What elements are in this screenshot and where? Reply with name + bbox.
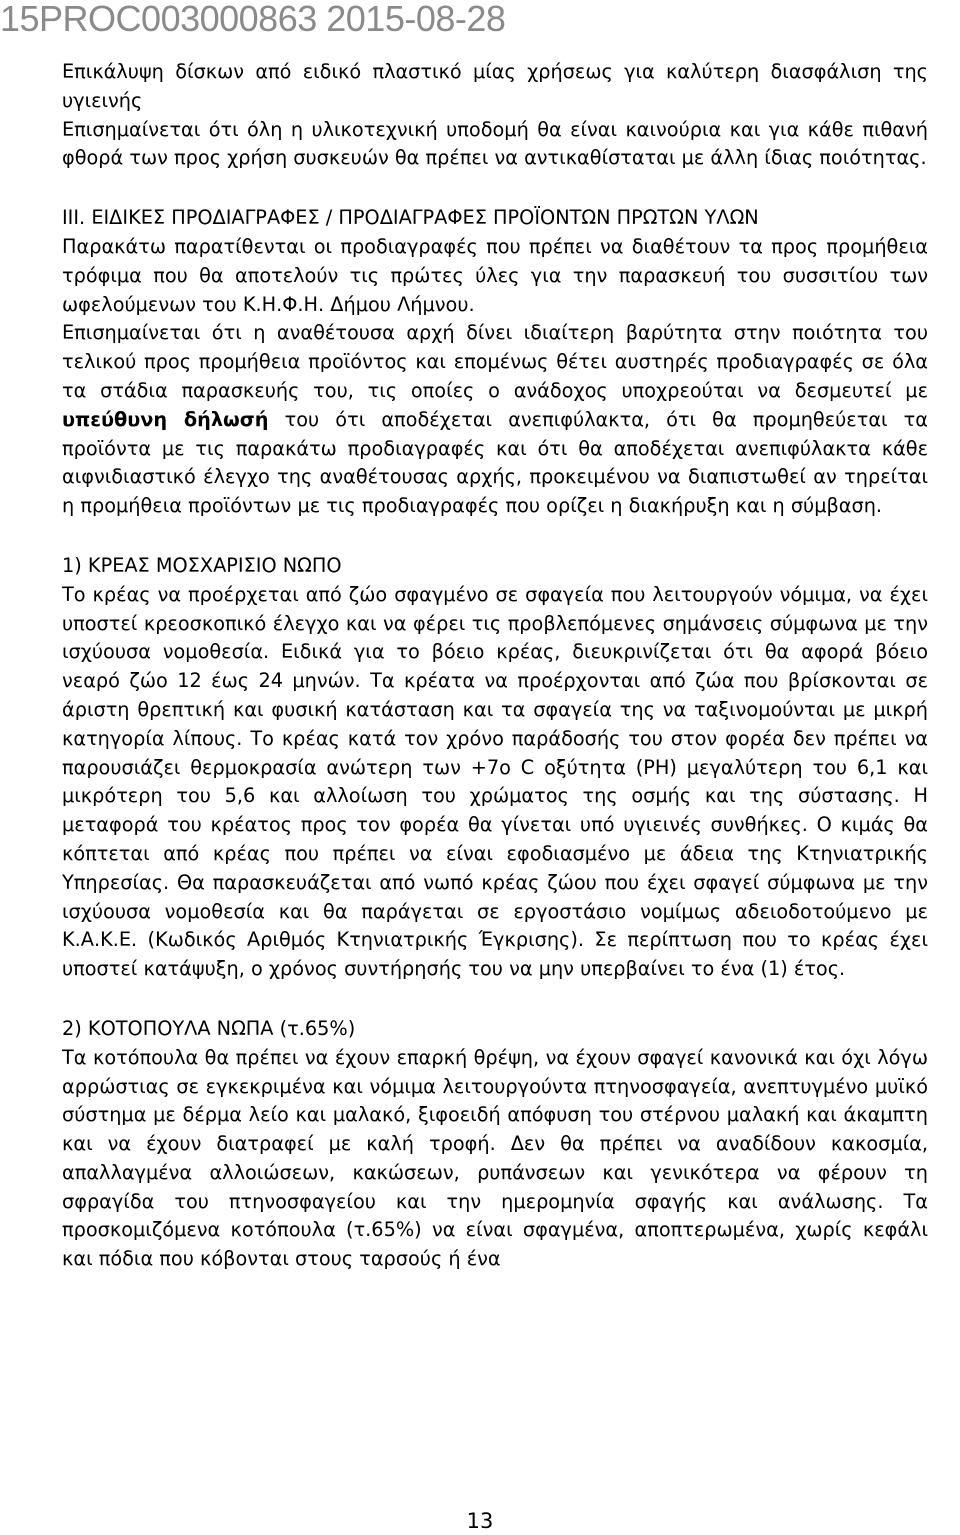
intro-paragraph-2: Επισημαίνεται ότι όλη η υλικοτεχνική υποδομή θα είναι καινούρια και για κάθε πιθανή φθορά των προς χρήση συσκευών θα πρέπει να αντικαθίσταται με άλλη ίδιας ποιότητας. — [62, 117, 928, 170]
intro-paragraph-1: Επικάλυψη δίσκων από ειδικό πλαστικό μίας χρήσεως για καλύτερη διασφάλιση της υγιεινής — [62, 60, 928, 112]
page-number: 13 — [466, 1509, 494, 1533]
item-1-title: 1) ΚΡΕΑΣ ΜΟΣΧΑΡΙΣΙΟ ΝΩΠΟ — [62, 553, 342, 577]
section-paragraph-2-start: Επισημαίνεται ότι η αναθέτουσα αρχή δίνει ιδιαίτερη βαρύτητα στην ποιότητα του τελικού προς προμήθεια προϊόντος και επομένως θέτει αυστηρές προδιαγραφές σε όλα τα στάδια παρασκευής του, τις οποίες ο ανάδοχος υποχρεούται να δεσμευτεί με — [62, 321, 928, 402]
item-2-title: 2) ΚΟΤΟΠΟΥΛΑ ΝΩΠΑ (τ.65%) — [62, 1016, 356, 1040]
spacer — [62, 984, 928, 1015]
section-title: III. ΕΙΔΙΚΕΣ ΠΡΟΔΙΑΓΡΑΦΕΣ / ΠΡΟΔΙΑΓΡΑΦΕΣ ΠΡΟΪΟΝΤΩΝ ΠΡΩΤΩΝ ΥΛΩΝ — [62, 206, 759, 230]
document-body — [62, 58, 928, 1274]
section-paragraph-1: Παρακάτω παρατίθενται οι προδιαγραφές που πρέπει να διαθέτουν τα προς προμήθεια τρόφιμα που θα αποτελούν τις πρώτες ύλες για την παρασκευή του συσσιτίου των ωφελούμενων του Κ.Η.Φ.Η. Δήμου Λήμνου. — [62, 234, 928, 316]
document-id-header: 15PROC003000863 2015-08-28 — [0, 0, 506, 39]
item-1-text: Το κρέας να προέρχεται από ζώο σφαγμένο σε σφαγεία που λειτουργούν νόμιμα, να έχει υποστεί κρεοσκοπικό έλεγχο και να φέρει τις προβλεπόμενες σημάνσεις σύμφωνα με την ισχύουσα νομοθεσία. Ειδικά για το βόειο κρέας, διευκρινίζεται ότι θα αφορά βόειο νεαρό ζώο 12 έως 24 μηνών. Τα κρέατα να προέρχονται από ζώα που βρίσκονται σε άριστη θρεπτική και φυσική κατάσταση και τα σφαγεία της να ταξινομούνται με μικρή κατηγορία λίπους. Το κρέας κατά τον χρόνο παράδοσής του στον φορέα δεν πρέπει να παρουσιάζει θερμοκρασία ανώτερη των +7ο C οξύτητα (PH) μεγαλύτερη του 6,1 και μικρότερη του 5,6 και αλλοίωση του χρώματος της οσμής και της σύστασης. Η μεταφορά του κρέατος προς τον φορέα θα γίνεται υπό υγιεινές συνθήκες. Ο κιμάς θα κόπτεται από κρέας που πρέπει να είναι εφοδιασμένο με άδεια της Κτηνιατρικής Υπηρεσίας. Θα παρασκευάζεται από νωπό κρέας ζώου που έχει σφαγεί σύμφωνα με την ισχύουσα νομοθεσία και θα παράγεται σε εργοστάσιο νομίμως αδειοδοτούμενο με Κ.Α.Κ.Ε. (Κωδικός Αριθμός Κτηνιατρικής Έγκρισης). Σε περίπτωση που το κρέας έχει υποστεί κατάψυξη, ο χρόνος συντήρησής του να μην υπερβαίνει το ένα (1) έτος. — [62, 582, 928, 981]
spacer — [62, 173, 928, 204]
item-2-text: Τα κοτόπουλα θα πρέπει να έχουν επαρκή θρέψη, να έχουν σφαγεί κανονικά και όχι λόγω αρρώστιας σε εγκεκριμένα και νόμιμα λειτουργούντα πτηνοσφαγεία, ανεπτυγμένο μυϊκό σύστημα με δέρμα λείο και μαλακό, ξιφοειδή απόφυση του στέρνου μαλακή και άκαμπτη και να έχουν διατραφεί με καλή τροφή. Δεν θα πρέπει να αναδίδουν κακοσμία, απαλλαγμένα αλλοιώσεων, κακώσεων, ρυπάνσεων και γενικότερα να φέρουν τη σφραγίδα του πτηνοσφαγείου και την ημερομηνία σφαγής και ανάλωσης. Τα προσκομιζόμενα κοτόπουλα (τ.65%) να είναι σφαγμένα, αποπτερωμένα, χωρίς κεφάλι και πόδια που κόβονται στους ταρσούς ή ένα — [62, 1045, 928, 1271]
spacer — [62, 521, 928, 552]
responsible-declaration-bold: υπεύθυνη δήλωσή — [62, 407, 269, 431]
section-paragraph-2-end: του ότι αποδέχεται ανεπιφύλακτα, ότι θα προμηθεύεται τα προϊόντα με τις παρακάτω προδιαγραφές και ότι θα αποδέχεται ανεπιφύλακτα κάθε αιφνιδιαστικό έλεγχο της αναθέτουσας αρχής, προκειμένου να διαπιστωθεί αν τηρείται η προμήθεια προϊόντων με τις προδιαγραφές που ορίζει η διακήρυξη και η σύμβαση. — [62, 407, 929, 518]
section-paragraph-2 — [62, 319, 928, 521]
